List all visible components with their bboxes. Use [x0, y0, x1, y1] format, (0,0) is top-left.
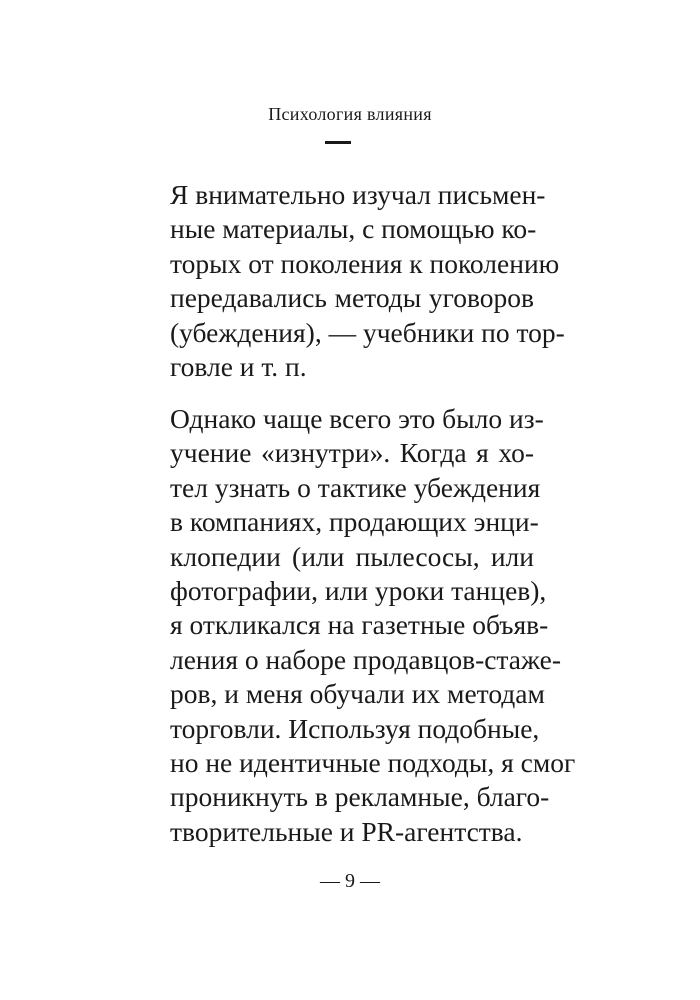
header-rule: [325, 141, 351, 144]
text-line: я откликался на газетные объяв-: [170, 609, 549, 641]
text-line: в компаниях, продающих энци-: [170, 506, 539, 538]
text-line: творительные и PR-агентства.: [170, 815, 523, 847]
text-line: но не идентичные подходы, я смог: [170, 747, 576, 779]
paragraph-2: [170, 402, 576, 849]
text-line: Я внимательно изучал письмен-: [170, 179, 546, 210]
text-line: тел узнать о тактике убеждения: [170, 471, 541, 503]
text-line: клопедии (или пылесосы, или: [170, 540, 534, 572]
text-line: передавались методы уговоров: [170, 282, 534, 314]
page-number: — 9 —: [320, 870, 380, 892]
text-line: ления о наборе продавцов-стаже-: [170, 643, 561, 675]
text-line: учение «изнутри». Когда я хо-: [170, 437, 534, 469]
text-line: Однако чаще всего это было из-: [170, 403, 544, 434]
text-line: торговли. Используя подобные,: [170, 712, 540, 744]
text-line: фотографии, или уроки танцев),: [170, 575, 547, 607]
paragraph-1: [170, 178, 565, 384]
text-line: говле и т. п.: [170, 351, 307, 383]
running-header: Психология влияния: [268, 104, 432, 124]
text-line: торых от поколения к поколению: [170, 247, 560, 279]
text-line: ров, и меня обучали их методам: [170, 678, 545, 710]
text-line: (убеждения), — учебники по тор-: [170, 316, 565, 348]
text-line: ные материалы, с помощью ко-: [170, 213, 537, 245]
text-line: проникнуть в рекламные, благо-: [170, 781, 550, 813]
